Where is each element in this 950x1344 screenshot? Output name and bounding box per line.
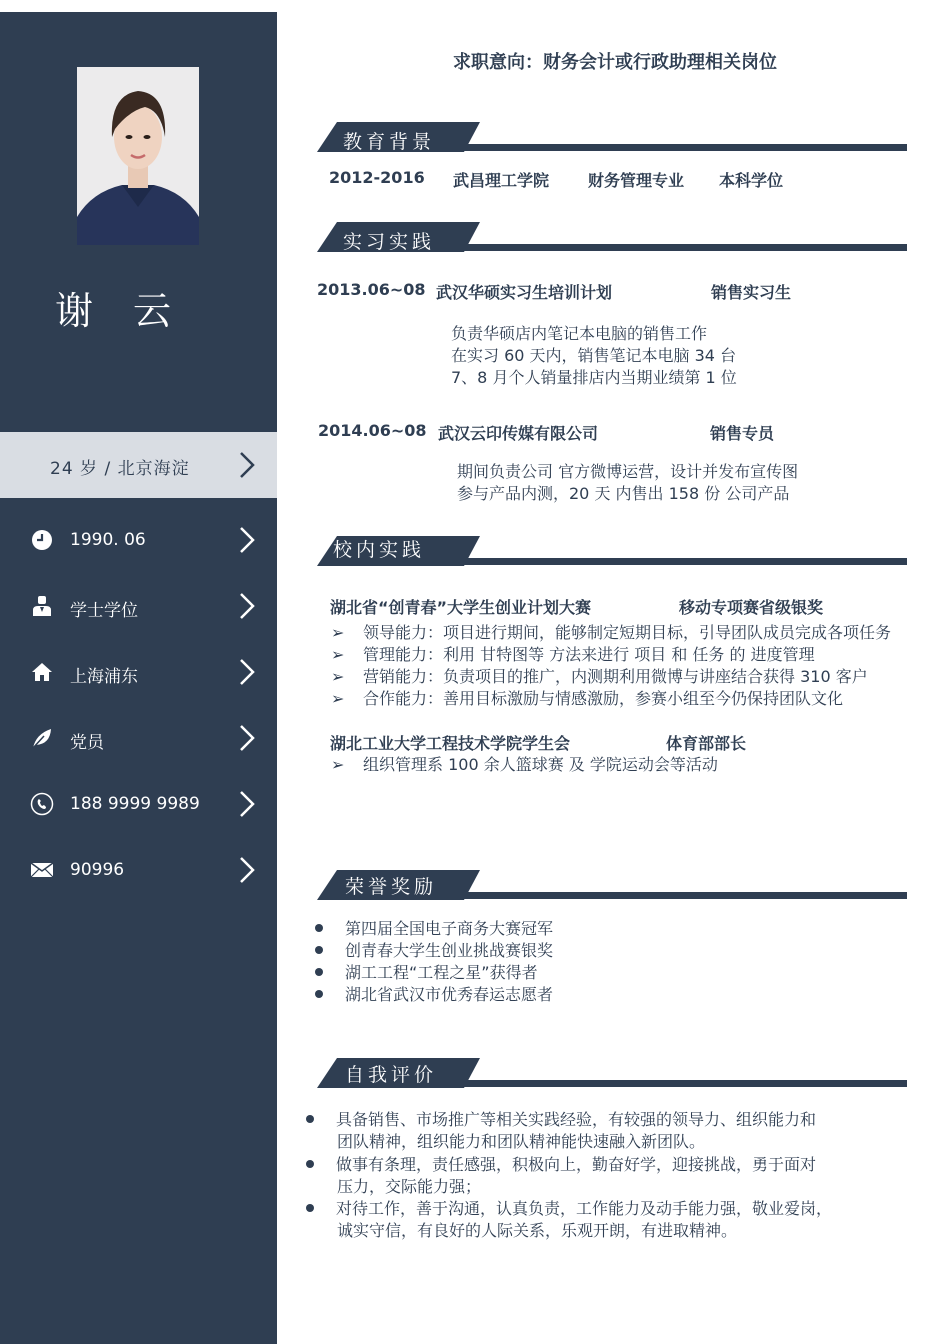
info-label: 1990. 06: [70, 530, 146, 550]
mail-icon: [30, 858, 54, 882]
chevron-right-icon: [235, 723, 259, 753]
section-header-self: [317, 1056, 907, 1096]
phone-icon: [30, 792, 54, 816]
education-years: 2012-2016: [329, 168, 425, 187]
honor-item: 第四届全国电子商务大赛冠军: [315, 916, 553, 939]
internship-org: 武汉华硕实习生培训计划: [436, 283, 613, 302]
internship-detail: 7、8 月个人销量排店内当期业绩第 1 位: [451, 368, 737, 387]
main-content: [277, 0, 950, 1344]
section-header-internship: [317, 220, 907, 260]
section-title: 实习实践: [343, 231, 436, 253]
chevron-right-icon: [235, 591, 259, 621]
education-degree: 本科学位: [719, 171, 784, 190]
internship-org: 武汉云印传媒有限公司: [438, 424, 599, 443]
chevron-right-icon: [235, 657, 259, 687]
leaf-icon: [30, 726, 54, 750]
info-email[interactable]: [0, 850, 277, 890]
internship-role: 销售专员: [710, 424, 775, 443]
section-header-campus: [317, 534, 907, 574]
chevron-right-icon: [235, 855, 259, 885]
info-birthdate[interactable]: [0, 520, 277, 560]
section-title: 荣誉奖励: [345, 876, 438, 898]
section-header-education: [317, 120, 907, 160]
internship-detail: 在实习 60 天内，销售笔记本电脑 34 台: [451, 346, 737, 365]
info-label: 学士学位: [70, 601, 138, 621]
self-eval-item: 对待工作，善于沟通，认真负责，工作能力及动手能力强，敬业爱岗，: [306, 1196, 832, 1219]
internship-date: 2013.06~08: [317, 280, 426, 299]
honor-item: 湖北省武汉市优秀春运志愿者: [315, 982, 553, 1005]
chevron-right-icon: [235, 789, 259, 819]
campus-role: 移动专项赛省级银奖: [679, 598, 824, 617]
campus-item: ➢ 管理能力：利用 甘特图等 方法来进行 项目 和 任务 的 进度管理: [331, 645, 815, 664]
education-school: 武昌理工学院: [453, 171, 550, 190]
chevron-right-icon: [235, 450, 259, 480]
campus-item: ➢ 营销能力：负责项目的推广，内测期利用微博与讲座结合获得 310 客户: [331, 667, 868, 686]
internship-detail: 负责华硕店内笔记本电脑的销售工作: [451, 324, 708, 343]
self-eval-item-cont: 团队精神，组织能力和团队精神能快速融入新团队。: [337, 1132, 706, 1151]
honor-item: 湖工工程“工程之星”获得者: [315, 960, 538, 983]
internship-detail: 参与产品内测，20 天 内售出 158 份 公司产品: [457, 484, 790, 503]
job-objective: 求职意向：财务会计或行政助理相关岗位: [453, 52, 777, 73]
sidebar: [0, 12, 277, 1344]
age-location: 24 岁 / 北京海淀: [50, 459, 190, 479]
info-location[interactable]: [0, 652, 277, 692]
campus-org: 湖北工业大学工程技术学院学生会: [330, 734, 571, 753]
self-eval-item: 具备销售、市场推广等相关实践经验，有较强的领导力、组织能力和: [306, 1107, 816, 1130]
internship-role: 销售实习生: [711, 283, 792, 302]
home-icon: [30, 660, 54, 684]
section-header-honors: [317, 868, 907, 908]
campus-org: 湖北省“创青春”大学生创业计划大赛: [330, 598, 592, 617]
campus-role: 体育部部长: [666, 734, 747, 753]
honor-item: 创青春大学生创业挑战赛银奖: [315, 938, 553, 961]
campus-item: ➢ 合作能力：善用目标激励与情感激励，参赛小组至今仍保持团队文化: [331, 689, 844, 708]
user-icon: [30, 594, 54, 618]
age-location-bar[interactable]: [0, 432, 277, 498]
education-major: 财务管理专业: [588, 171, 685, 190]
chevron-right-icon: [235, 525, 259, 555]
self-eval-item-cont: 压力，交际能力强；: [337, 1177, 482, 1196]
section-title: 校内实践: [333, 539, 426, 561]
section-title: 自我评价: [345, 1064, 438, 1086]
candidate-name: 谢 云: [54, 289, 186, 333]
info-label: 上海浦东: [70, 667, 138, 687]
info-label: 188 9999 9989: [70, 794, 200, 814]
campus-item: ➢ 组织管理系 100 余人篮球赛 及 学院运动会等活动: [331, 755, 718, 774]
section-title: 教育背景: [343, 131, 436, 153]
internship-date: 2014.06~08: [318, 421, 427, 440]
info-label: 党员: [70, 733, 104, 753]
profile-photo: [77, 67, 199, 245]
self-eval-item-cont: 诚实守信，有良好的人际关系，乐观开朗，有进取精神。: [337, 1221, 738, 1240]
clock-icon: [30, 528, 54, 552]
info-label: 90996: [70, 860, 125, 880]
internship-detail: 期间负责公司 官方微博运营，设计并发布宣传图: [457, 462, 799, 481]
info-phone[interactable]: [0, 784, 277, 824]
info-degree[interactable]: [0, 586, 277, 626]
info-political-status[interactable]: [0, 718, 277, 758]
campus-item: ➢ 领导能力：项目进行期间，能够制定短期目标，引导团队成员完成各项任务: [331, 623, 892, 642]
self-eval-item: 做事有条理，责任感强，积极向上，勤奋好学，迎接挑战，勇于面对: [306, 1152, 816, 1175]
